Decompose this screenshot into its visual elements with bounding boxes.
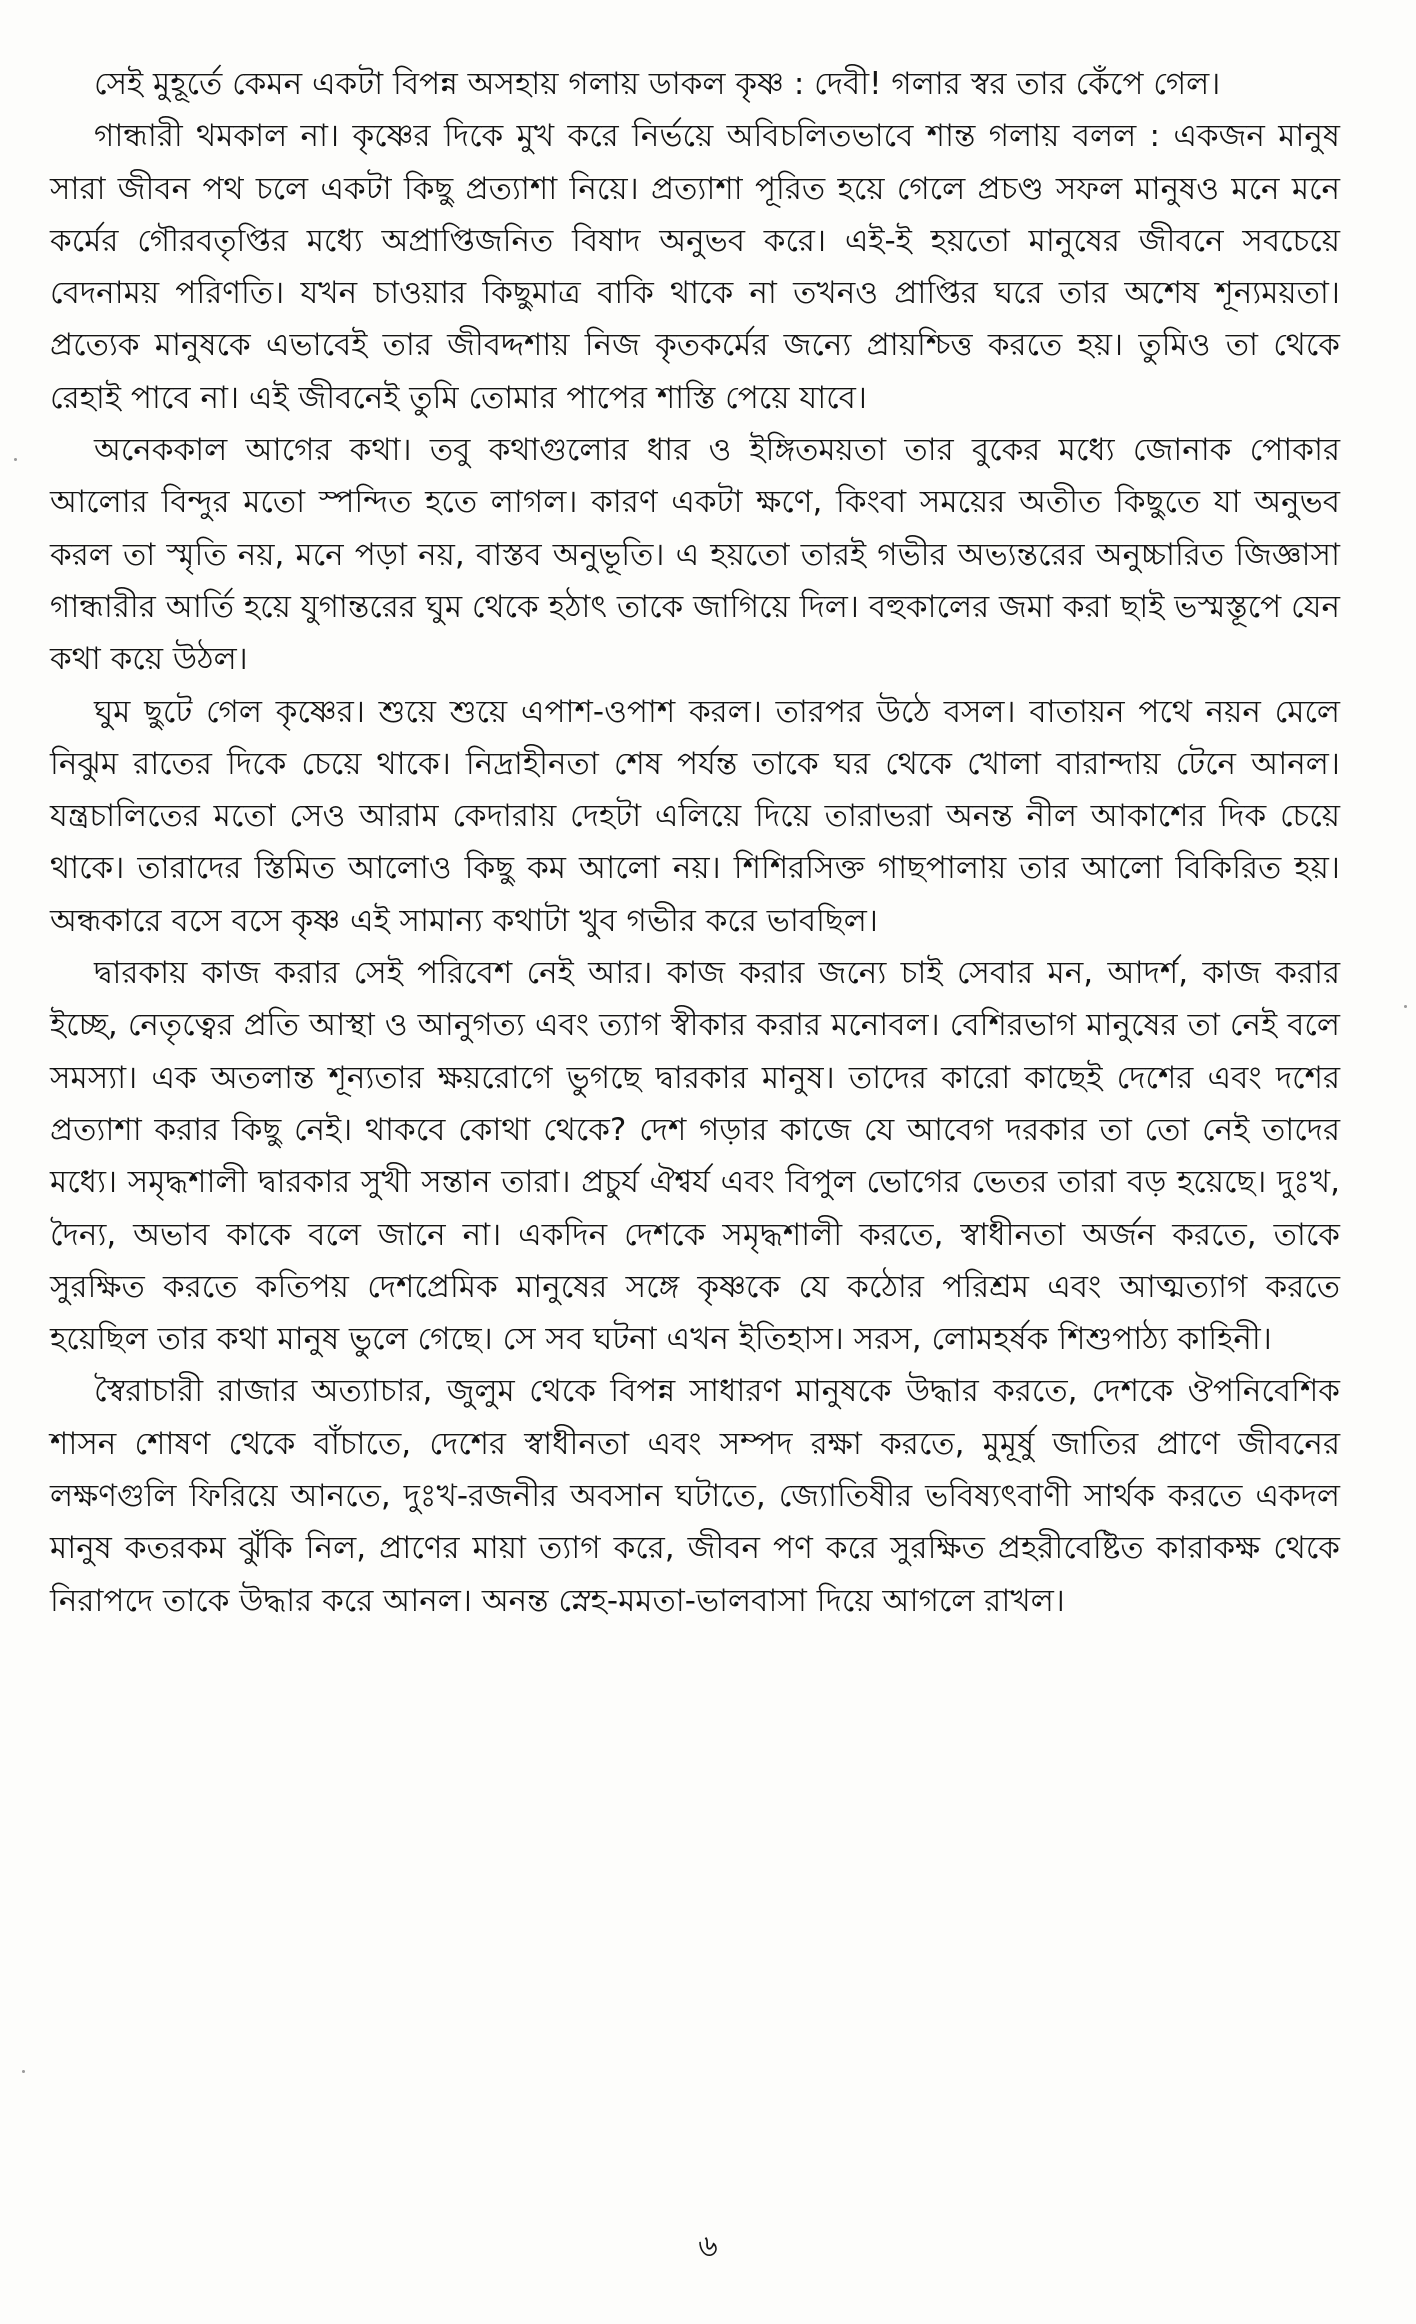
paragraph-5: দ্বারকায় কাজ করার সেই পরিবেশ নেই আর। কাজ করার জন্যে চাই সেবার মন, আদর্শ, কাজ করার ইচ্ছে, নেতৃত্বের প্রতি আস্থা ও আনুগত্য এবং ত্যাগ স্বীকার করার মনোবল। বেশিরভাগ মানুষের তা নেই বলে সমস্যা। এক অতলান্ত শূন্যতার ক্ষয়রোগে ভুগছে দ্বারকার মানুষ। তাদের কারো কাছেই দেশের এবং দশের প্রত্যাশা করার কিছু নেই। থাকবে কোথা থেকে? দেশ গড়ার কাজে যে আবেগ দরকার তা তো নেই তাদের মধ্যে। সমৃদ্ধশালী দ্বারকার সুখী সন্তান তারা। প্রচুর্য ঐশ্বর্য এবং বিপুল ভোগের ভেতর তারা বড় হয়েছে। দুঃখ, দৈন্য, অভাব কাকে বলে জানে না। একদিন দেশকে সমৃদ্ধশালী করতে, স্বাধীনতা অর্জন করতে, তাকে সুরক্ষিত করতে কতিপয় দেশপ্রেমিক মানুষের সঙ্গে কৃষ্ণকে যে কঠোর পরিশ্রম এবং আত্মত্যাগ করতে হয়েছিল তার কথা মানুষ ভুলে গেছে। সে সব ঘটনা এখন ইতিহাস। সরস, লোমহর্ষক শিশুপাঠ্য কাহিনী। xyxy=(50,955,1340,1358)
page-number: ৬ xyxy=(698,2229,718,2264)
scan-speck xyxy=(1404,1005,1407,1008)
body-text xyxy=(50,58,1340,1627)
paragraph-6: স্বৈরাচারী রাজার অত্যাচার, জুলুম থেকে বিপন্ন সাধারণ মানুষকে উদ্ধার করতে, দেশকে ঔপনিবেশিক শাসন শোষণ থেকে বাঁচাতে, দেশের স্বাধীনতা এবং সম্পদ রক্ষা করতে, মুমূর্ষু জাতির প্রাণে জীবনের লক্ষণগুলি ফিরিয়ে আনতে, দুঃখ-রজনীর অবসান ঘটাতে, জ্যোতিষীর ভবিষ্যৎবাণী সার্থক করতে একদল মানুষ কতরকম ঝুঁকি নিল, প্রাণের মায়া ত্যাগ করে, জীবন পণ করে সুরক্ষিত প্রহরীবেষ্টিত কারাকক্ষ থেকে নিরাপদে তাকে উদ্ধার করে আনল। অনন্ত স্নেহ-মমতা-ভালবাসা দিয়ে আগলে রাখল। xyxy=(50,1373,1340,1619)
paragraph-2: গান্ধারী থমকাল না। কৃষ্ণের দিকে মুখ করে নির্ভয়ে অবিচলিতভাবে শান্ত গলায় বলল : একজন মানুষ সারা জীবন পথ চলে একটা কিছু প্রত্যাশা নিয়ে। প্রত্যাশা পূরিত হয়ে গেলে প্রচণ্ড সফল মানুষও মনে মনে কর্মের গৌরবতৃপ্তির মধ্যে অপ্রাপ্তিজনিত বিষাদ অনুভব করে। এই-ই হয়তো মানুষের জীবনে সবচেয়ে বেদনাময় পরিণতি। যখন চাওয়ার কিছুমাত্র বাকি থাকে না তখনও প্রাপ্তির ঘরে তার অশেষ শূন্যময়তা। প্রত্যেক মানুষকে এভাবেই তার জীবদ্দশায় নিজ কৃতকর্মের জন্যে প্রায়শ্চিত্ত করতে হয়। তুমিও তা থেকে রেহাই পাবে না। এই জীবনেই তুমি তোমার পাপের শাস্তি পেয়ে যাবে। xyxy=(50,118,1340,416)
scan-speck xyxy=(22,2070,25,2073)
scan-speck xyxy=(14,458,17,461)
paragraph-1: সেই মুহূর্তে কেমন একটা বিপন্ন অসহায় গলায় ডাকল কৃষ্ণ : দেবী! গলার স্বর তার কেঁপে গেল। xyxy=(94,66,1221,102)
paragraph-3: অনেককাল আগের কথা। তবু কথাগুলোর ধার ও ইঙ্গিতময়তা তার বুকের মধ্যে জোনাক পোকার আলোর বিন্দুর মতো স্পন্দিত হতে লাগল। কারণ একটা ক্ষণে, কিংবা সময়ের অতীত কিছুতে যা অনুভব করল তা স্মৃতি নয়, মনে পড়া নয়, বাস্তব অনুভূতি। এ হয়তো তারই গভীর অভ্যন্তরের অনুচ্চারিত জিজ্ঞাসা গান্ধারীর আর্তি হয়ে যুগান্তরের ঘুম থেকে হঠাৎ তাকে জাগিয়ে দিল। বহুকালের জমা করা ছাই ভস্মস্তূপে যেন কথা কয়ে উঠল। xyxy=(50,432,1340,678)
paragraph-4: ঘুম ছুটে গেল কৃষ্ণের। শুয়ে শুয়ে এপাশ-ওপাশ করল। তারপর উঠে বসল। বাতায়ন পথে নয়ন মেলে নিঝুম রাতের দিকে চেয়ে থাকে। নিদ্রাহীনতা শেষ পর্যন্ত তাকে ঘর থেকে খোলা বারান্দায় টেনে আনল। যন্ত্রচালিতের মতো সেও আরাম কেদারায় দেহটা এলিয়ে দিয়ে তারাভরা অনন্ত নীল আকাশের দিক চেয়ে থাকে। তারাদের স্তিমিত আলোও কিছু কম আলো নয়। শিশিরসিক্ত গাছপালায় তার আলো বিকিরিত হয়। অন্ধকারে বসে বসে কৃষ্ণ এই সামান্য কথাটা খুব গভীর করে ভাবছিল। xyxy=(50,693,1340,939)
